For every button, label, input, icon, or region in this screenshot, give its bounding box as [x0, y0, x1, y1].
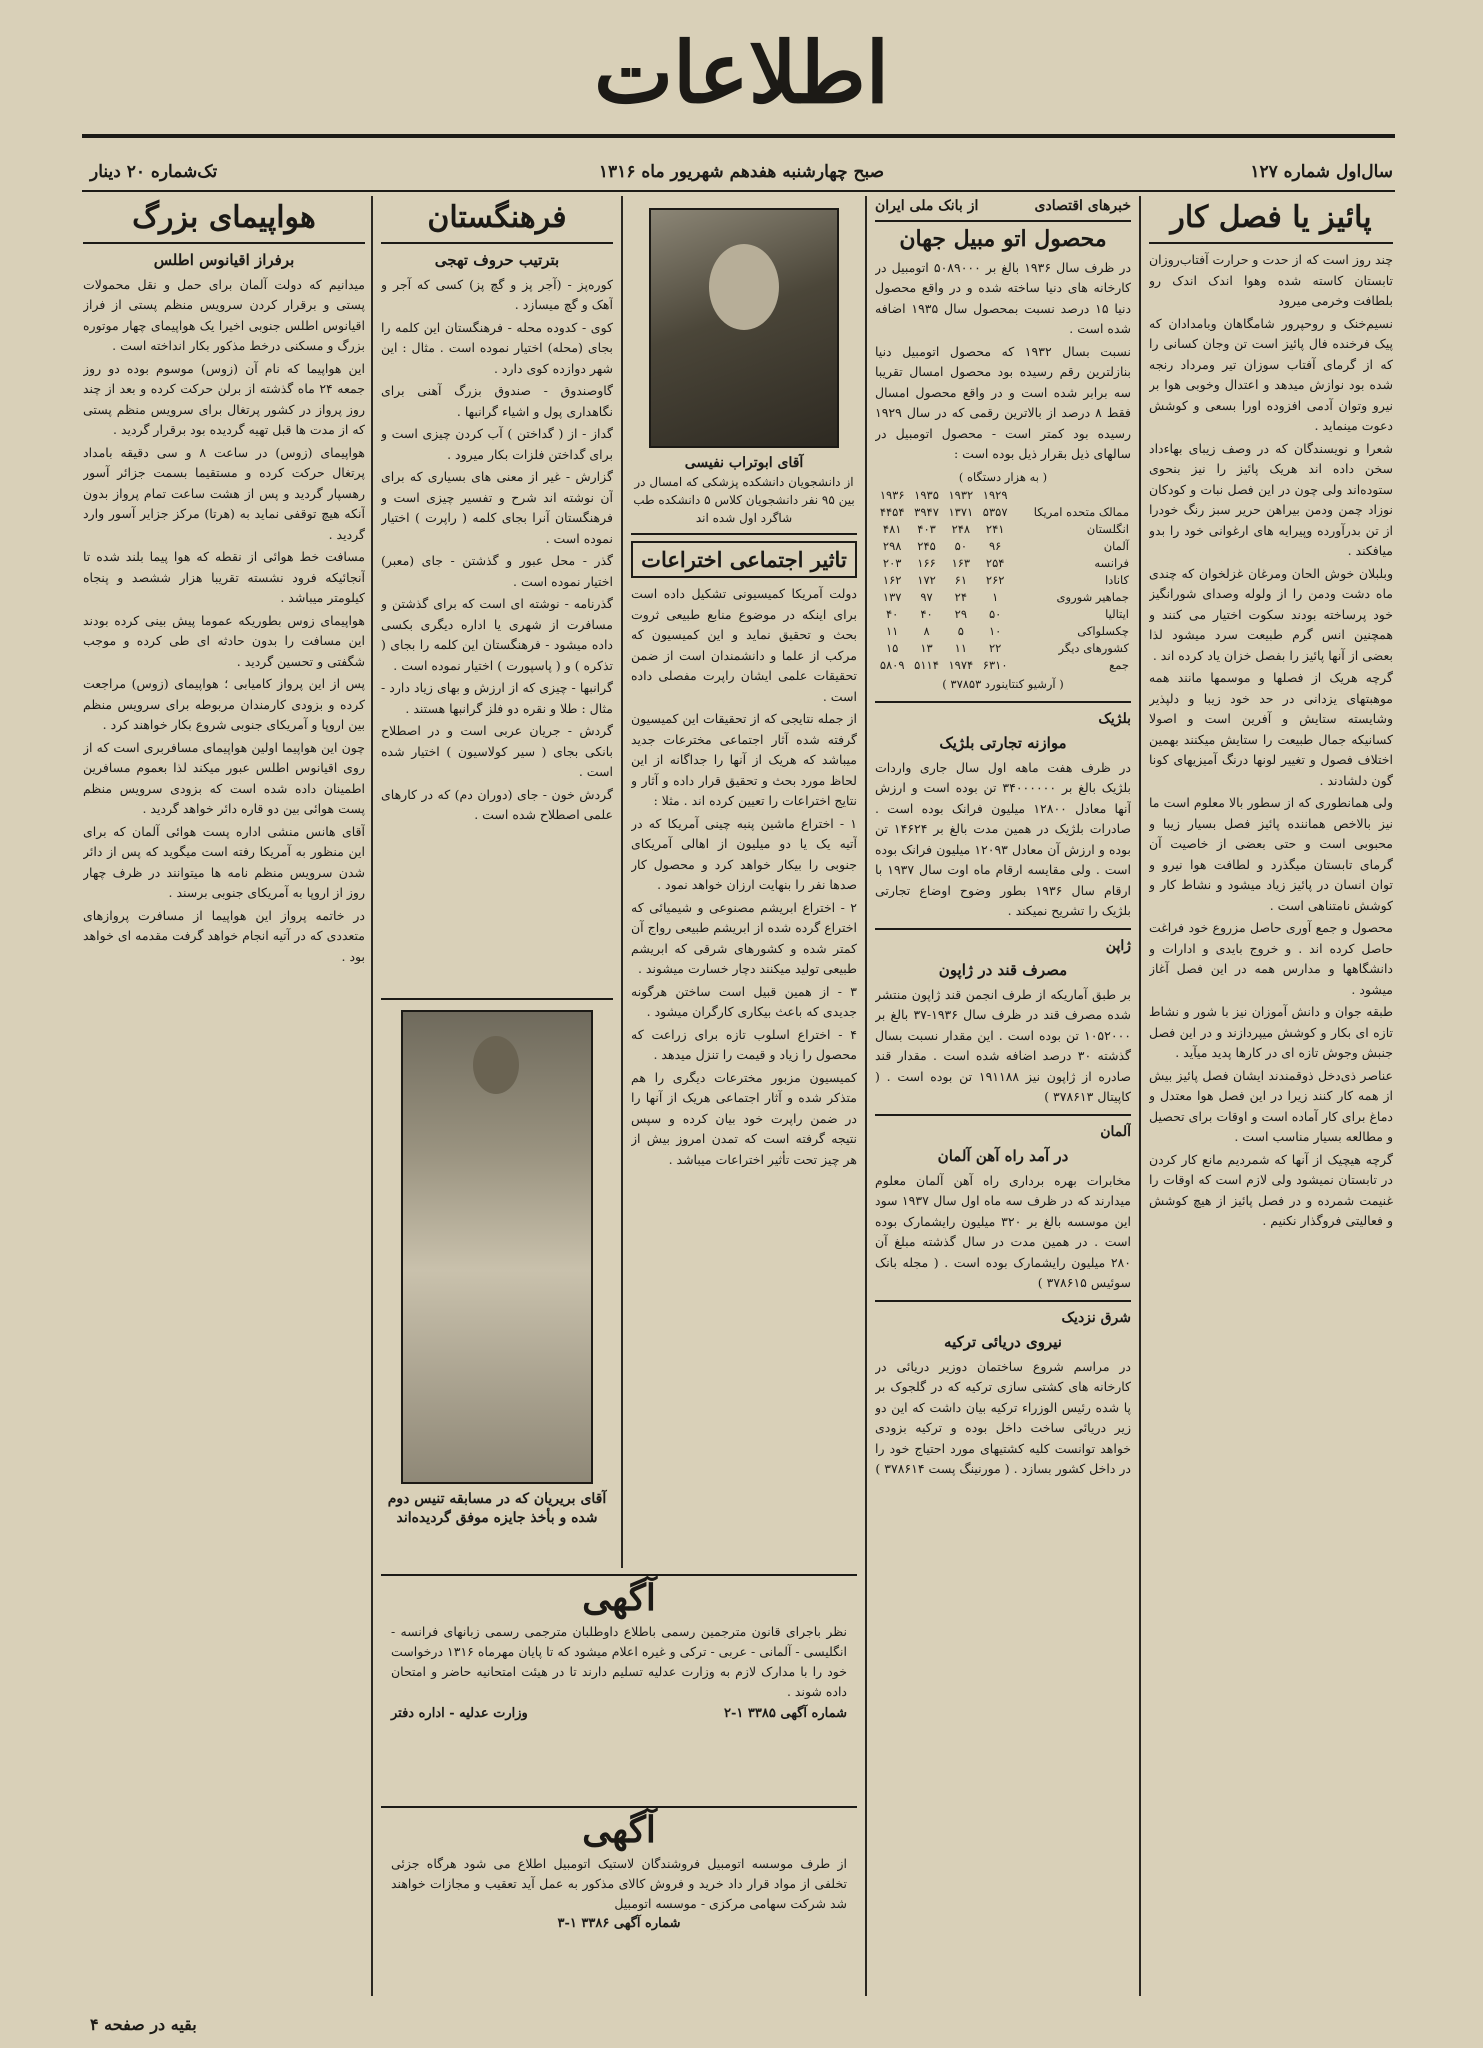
column-airplane	[83, 196, 365, 1996]
car-production-title: محصول اتو مبیل جهان	[899, 225, 1107, 252]
masthead-title: اطلاعات	[593, 23, 890, 122]
farhangestan-subtitle: بترتیب حروف تهجی	[434, 251, 560, 269]
table-cell: ۱۹۷۴	[948, 658, 974, 673]
table-cell: ۱۱	[954, 641, 968, 656]
ad-footer	[391, 1706, 847, 1721]
car-production-intro: نسبت بسال ۱۹۳۲ که محصول اتومبیل دنیا بنازلترین رقم رسیده بود محصول امسال تقریبا سه برابر شده است و در واقع محصول امسال فقط ۸ درصد از بالاترین رقمی که در سال ۱۹۲۹ رسیده بود کمتر است - محصول اتومبیل در سالهای ذیل بقرار ذیل بوده است :	[875, 343, 1131, 462]
airplane-paragraph: هواپیمای (زوس) در ساعت ۸ و سی دقیقه بامداد پرتغال حرکت کرده و مستقیما بسمت جزائر آسور رهسپار گردید و پس از هشت ساعت تمام پرواز بدون آنکه هیچ توقفی نماید به (هرتا) مرکز جزایر آسور وارد گردید .	[83, 444, 365, 542]
ad-title: آگهی	[582, 1809, 656, 1851]
autumn-paragraph: نسیم‌خنک و روحپرور شامگاهان وبامدادان که پیک فرخنده فال پائیز است تن وجان کسانی را که از گرمای آفتاب سوزان تیر ومرداد رنجه شده بود نوازش میدهد و اعتدال وخوبی هوا بر نیرو وتوان آدمی افزوده اورا بسعی و کوشش دعوت مینماید .	[1149, 315, 1393, 433]
continued-note: بقیه در صفحه ۴	[90, 2015, 197, 2034]
table-cell: فرانسه	[1094, 556, 1129, 571]
autumn-paragraph: عناصر ذی‌دخل ذوقمندند ایشان فصل پائیز بیش از همه کار کنند زیرا در این فصل هوا معتدل و دماغ برای کار آماده است و اوقات برای تحصیل و مطالعه بسیار مناسب است .	[1149, 1067, 1393, 1144]
glossary-entry: گاوصندوق - صندوق بزرگ آهنی برای نگاهداری پول و اشیاء گرانبها .	[381, 383, 613, 419]
table-cell: ۴۴۵۴	[879, 505, 905, 520]
glossary-entry: گزارش - غیر از معنی های بسیاری که برای آن نوشته اند شرح و تفسیر چیزی است و فرهنگستان آنرا بجای کلمه ( راپرت ) اختیار نموده است .	[381, 469, 613, 546]
table-cell: کشورهای دیگر	[1058, 641, 1129, 656]
table-cell: ۱۱	[886, 624, 899, 639]
airplane-paragraph: مسافت خط هوائی از نقطه که هوا پیما بلند شده تا آنجائیکه فرود نشسته تقریبا هزار ششصد و پنجاه کیلومتر میباشد .	[83, 549, 365, 605]
issue-price: تک‌شماره ۲۰ دینار	[90, 162, 218, 182]
section-label-belgium: بلژیک	[1098, 710, 1131, 727]
economic-header	[875, 196, 1131, 222]
table-cell: چکسلواکی	[1077, 624, 1129, 639]
autumn-paragraph: ولی همانطوری که از سطور بالا معلوم است ما نیز بالاخص هماننده پائیز فصل بسیار زیبا و محبوبی است و حتی بعضی از خاصیت آن گرمای تابستان میگذرد و لطافت هوا نیرو و توان انسان در پائیز زیاد میشود و نشاط کار و کوشش نامتناهی است .	[1149, 795, 1393, 913]
section-divider	[875, 701, 1131, 703]
autumn-title: پائیز یا فصل کار	[1149, 200, 1393, 244]
section-label-germany: آلمان	[1100, 1123, 1131, 1140]
column-autumn	[1149, 196, 1393, 1996]
table-cell: ۵۰	[988, 607, 1002, 622]
table-source: ( آرشیو کنتاینورد ۳۷۸۵۳ )	[942, 677, 1064, 692]
table-cell: ۱۷۲	[917, 573, 936, 588]
autumn-paragraph: گرچه هیچیک از آنها که شمردیم مانع کار کردن در تابستان نمیشود ولی لازم است که اوقات را غنیمت شمرده و در فصل پائیز از هیچ کوشش و فعالیتی فروگذار نکنیم .	[1149, 1151, 1393, 1228]
airplane-paragraph: هواپیمای زوس بطوریکه عموما پیش بینی کرده بودند این مسافت را بدون حادثه ای طی کرده و موجب شگفتی و تحسین گردید .	[83, 612, 365, 669]
tennis-photo-block	[381, 998, 613, 1558]
dateline	[90, 158, 1393, 188]
glossary-entry: گذر - محل عبور و گذشتن - جای (معبر) اختیار نموده است .	[381, 553, 613, 589]
table-cell: ۵۳۵۷	[982, 505, 1008, 520]
economic-header-label: خبرهای اقتصادی	[1034, 198, 1131, 214]
section-label-japan: ژاپن	[1105, 937, 1131, 954]
column-divider	[1139, 196, 1141, 1996]
table-header-cell: ۱۹۳۵	[914, 488, 939, 503]
autumn-paragraph: گرچه هریک از فصلها و موسمها مانند همه موهبتهای یزدانی در حد خود زیبا و دلپذیر وشایسته ستایش و آفرین است و اصولا کسانیکه جمال طبیعت را ستایش میکنند بهمین اختلاف فصول و تغییر لونها درنگ آمیزیهای کونا گون دلشادند .	[1149, 670, 1393, 788]
table-cell: ۱۰	[988, 624, 1002, 639]
section-label-near-east: شرق نزدیک	[1061, 1309, 1131, 1326]
table-cell: ۲۴۱	[985, 522, 1005, 537]
table-cell: ۲۴	[954, 590, 968, 605]
glossary-entry: گداز - از ( گداختن ) آب کردن چیزی است و برای گداختن فلزات بکار میرود .	[381, 426, 613, 462]
airplane-paragraph: پس از این پرواز کامیابی ؛ هواپیمای (زوس) مراجعت کرده و بزودی کارمندان مربوطه برای سرویس منظم بین اروپا و آمریکای جنوبی شروع بکار خواهند کرد .	[83, 676, 365, 732]
table-cell: ۴۸۱	[882, 522, 902, 537]
autumn-paragraph: محصول و جمع آوری حاصل مزروع خود فراغت حاصل کرده اند . و خروج بایدی و ادارات و دانشگاهها و مدارس همه در این فصل آغاز میشود .	[1149, 920, 1393, 997]
table-cell: ۸	[923, 624, 930, 639]
ad-text: نظر باجرای قانون مترجمین رسمی باطلاع داوطلبان مترجمی رسمی زبانهای فرانسه - انگلیسی - آلمانی - عربی - ترکی و غیره اعلام میشود که تا پایان مهرماه ۱۳۱۶ درخواست خود را با مدارک لازم به وزارت عدلیه تسلیم دارند تا در هیئت امتحانیه حاضر و امتحان داده شوند .	[391, 1624, 847, 1699]
car-production-table	[875, 487, 1131, 674]
table-cell: ۲۹	[954, 607, 968, 622]
photo-caption-name: آقای ابوتراب نفیسی	[684, 455, 804, 471]
table-row	[875, 640, 1131, 657]
table-header-cell: ۱۹۳۲	[948, 488, 974, 503]
table-cell: ۱۶۶	[917, 556, 936, 571]
table-cell: انگلستان	[1086, 522, 1129, 537]
inventions-paragraph: ۴ - اختراع اسلوب تازه برای زراعت که محصول را زیاد و قیمت را تنزل میدهد .	[631, 1026, 857, 1063]
inventions-paragraph: دولت آمریکا کمیسیونی تشکیل داده است برای اینکه در موضوع منابع طبیعی ثروت بحث و تحقیق نماید و این کمیسیون که مرکب از علما و دانشمندان است از ضمن تحقیقات علمی ایشان راپرت مفصلی داده است .	[631, 586, 857, 704]
table-cell: ۱۶۳	[951, 556, 971, 571]
table-cell: ۲۲	[988, 641, 1002, 656]
table-cell: ۵	[957, 624, 964, 639]
table-cell: ۳۹۴۷	[914, 505, 939, 520]
airplane-paragraph: این هواپیما که نام آن (زوس) موسوم بوده دو روز جمعه ۲۴ ماه گذشته از برلن حرکت کرده و بعد از چند روز پرواز در کشور پرتغال برای سرویس منظم پستی که از مدت ها قبل تهیه گردیده بود برقرار گردید .	[83, 360, 365, 437]
table-cell: ۴۰	[920, 607, 933, 622]
inventions-title: تاثیر اجتماعی اختراعات	[631, 541, 857, 578]
economic-header-source: از بانک ملی ایران	[875, 198, 979, 214]
glossary-entry: کوی - کدوده ‌محله - فرهنگستان این کلمه را بجای (محله) اختیار نموده است . مثال : این شهر دوازده کوی دارد .	[381, 319, 613, 376]
table-row	[875, 504, 1131, 521]
table-cell: جماهیر شوروی	[1056, 590, 1129, 605]
germany-text: مخابرات بهره برداری راه آهن آلمان معلوم میدارند که در ظرف سه ماه اول سال ۱۹۳۷ سود این موسسه بالغ بر ۳۲۰ میلیون رایشمارک بوده است . در همین مدت در سال گذشته مبلغ آن ۲۸۰ میلیون رایشمارک بوده است . ( مجله بانک سوئیس ۳۷۸۶۱۵ )	[875, 1172, 1131, 1291]
table-cell: ۵۱۱۴	[914, 658, 939, 673]
column-divider	[371, 196, 373, 1996]
dateline-rule	[82, 190, 1395, 192]
airplane-paragraph: میدانیم که دولت آلمان برای حمل و نقل محمولات پستی و برقرار کردن سرویس منظم پستی از فراز اقیانوس اطلس جنوبی اخیرا یک هواپیمای چهار موتوره بزرگ و مسکنی درخط مذکور بکار انداخته است .	[83, 276, 365, 353]
ad-automobile	[381, 1806, 857, 1994]
issue-date: صبح چهارشنبه هفدهم شهریور ماه ۱۳۱۶	[598, 162, 885, 182]
japan-text: بر طبق آماریکه از طرف انجمن قند ژاپون منتشر شده مصرف قند در ظرف سال ۱۹۳۶-۳۷ بالغ بر ۱۰۵۲۰۰۰ تن بوده است . این مقدار نسبت بسال گذشته ۳۰ درصد اضافه شده است . مقدار قند صادره از ژاپون نیز ۱۹۱۱۸۸ تن بوده است . ( کاپیتال ۳۷۸۶۱۳ )	[875, 986, 1131, 1105]
table-cell: ۱۳	[920, 641, 933, 656]
turkey-navy-text: در مراسم شروع ساختمان دوزیر دریائی در کارخانه های کشتی سازی ترکیه که در گلجوک بر پا شده رئیس الوزراء ترکیه بیان داشت که این دو زیر دریائی ساخت داخل بوده و ترکیه بزودی خواهد توانست کلیه کشتیهای مورد احتیاج خود را در داخل کشور بسازد . ( مورنینگ پست ۳۷۸۶۱۴ )	[875, 1358, 1131, 1477]
issue-number: سال‌اول شماره ۱۲۷	[1250, 162, 1393, 182]
japan-title: مصرف قند در ژاپون	[938, 961, 1068, 980]
table-cell: ۲۵۴	[985, 556, 1005, 571]
table-cell: ممالک متحده امریکا	[1033, 505, 1129, 520]
table-header-cell	[1012, 487, 1131, 504]
table-cell: ۵۰	[954, 539, 968, 554]
belgium-title: موازنه تجارتی بلژیک	[939, 734, 1067, 753]
ad-number: شماره آگهی ۳۳۸۶ ۱-۳	[557, 1916, 681, 1931]
table-cell: جمع	[1109, 658, 1129, 673]
airplane-paragraph: آقای هانس منشی اداره پست هوائی آلمان که برای این منظور به آمریکا رفته است میگوید که پس از دائر شدن سرویس منظم نامه ها میتوانند در ظرف چهار روز از اروپا به آمریکای جنوبی برسند .	[83, 823, 365, 900]
table-cell: ۹۶	[988, 539, 1002, 554]
inventions-paragraph: کمیسیون مزبور مخترعات دیگری را هم متذکر شده و آثار اجتماعی هریک از آنها را در ضمن راپرت خود بیان کرده و سپس نتیجه گرفته است که تمدن امروز بیش از هر چیز تحت تأثیر اختراعات میباشد .	[631, 1069, 857, 1167]
column-inventions	[631, 196, 857, 1568]
autumn-paragraph: چند روز است که از حدت و حرارت آفتاب‌روزان تابستان کاسته شده وهوا اندک اندک رو بلطافت وخرمی میرود	[1149, 252, 1393, 308]
glossary-entry: گردش خون - جای (دوران دم) که در کارهای علمی اصطلاح شده است .	[381, 786, 613, 822]
airplane-title: هواپیمای بزرگ	[83, 200, 365, 244]
ad-text: از طرف موسسه اتومبیل فروشندگان لاستیک اتومبیل اطلاع می شود هرگاه جزئی تخلفی از مواد قرار داد خرید و فروش کالای مذکور به عمل آید تعقیب و مجازات خواهند شد شرکت سهامی مرکزی - موسسه اتومبیل	[391, 1856, 847, 1911]
autumn-paragraph: طبقه جوان و دانش آموزان نیز با شور و نشاط تازه ای بکار و کوشش میپردازند و در این فصل جنبش وجوش تازه ای در کارها پدید میآید .	[1149, 1004, 1393, 1060]
column-divider	[865, 196, 867, 1996]
table-row	[875, 589, 1131, 606]
table-cell: ۴۰۳	[917, 522, 936, 537]
table-row	[875, 521, 1131, 538]
glossary-entry: گذرنامه - نوشته ای است که برای گذشتن و مسافرت از شهری یا اداره دیگری بکسی داده میشود - فرهنگستان این کلمه را بجای ( تذکره ) و ( پاسپورت ) اختیار نموده است .	[381, 596, 613, 673]
photo-naficy	[649, 208, 839, 448]
table-cell: ۱۳۷۱	[948, 505, 974, 520]
table-cell: ۶۱	[954, 573, 968, 588]
table-cell: ۱۶۲	[882, 573, 902, 588]
column-economic-news	[875, 196, 1131, 1996]
turkey-navy-title: نیروی دریائی ترکیه	[944, 1333, 1062, 1352]
portrait-face	[709, 244, 779, 330]
glossary-entry: کوره‌پز - (آجر پز و گچ پز) کسی که آجر و آهک و گچ میسازد .	[381, 276, 613, 312]
ad-number: شماره آگهی ۳۳۸۵ ۱-۲	[724, 1706, 847, 1721]
table-row	[875, 623, 1131, 640]
germany-title: در آمد راه آهن آلمان	[937, 1147, 1069, 1166]
table-header-cell: ۱۹۳۶	[879, 488, 905, 503]
ad-title: آگهی	[582, 1577, 656, 1619]
inventions-paragraph: ۳ - از همین قبیل است ساختن هرگونه جدیدی که باعث بیکاری کارگران میشود .	[631, 983, 857, 1020]
table-cell: ۲۴۸	[951, 522, 971, 537]
table-cell: ۲۶۲	[985, 573, 1005, 588]
table-cell: ۱	[992, 590, 999, 605]
table-cell: آلمان	[1103, 539, 1129, 554]
table-cell: ایتالیا	[1105, 607, 1129, 622]
section-divider	[381, 998, 613, 1000]
airplane-paragraph: در خاتمه پرواز این هواپیما از مسافرت پروازهای متعددی که در آتیه انجام خواهد گرفت مقدمه ای خواهد بود .	[83, 907, 365, 964]
table-cell: ۲۹۸	[882, 539, 902, 554]
tennis-photo-caption: آقای بریریان که در مسابقه تنیس دوم شده و بأخذ جایزه موفق گردیده‌اند	[387, 1491, 607, 1526]
table-cell: ۶۳۱۰	[982, 658, 1008, 673]
farhangestan-title: فرهنگستان	[381, 200, 613, 244]
top-rule	[82, 134, 1395, 138]
section-divider	[875, 1114, 1131, 1116]
table-row	[875, 657, 1131, 674]
car-production-intro: در ظرف سال ۱۹۳۶ بالغ بر ۵۰۸۹۰۰۰ اتومبیل در کارخانه های دنیا ساخته شده و در واقع محصول دنیا ۱۵ درصد نسبت بمحصول سال ۱۹۳۵ اضافه شده است .	[875, 259, 1131, 337]
photo-tennis-player	[401, 1010, 593, 1484]
airplane-subtitle: برفراز اقیانوس اطلس	[153, 251, 295, 269]
table-row	[875, 572, 1131, 589]
ad-organization: وزارت عدلیه - اداره دفتر	[391, 1706, 528, 1721]
table-cell: ۲۴۵	[917, 539, 936, 554]
inventions-paragraph: ۱ - اختراع ماشین پنبه چینی آمریکا که در آتیه یک یا دو میلیون از اهالی آمریکای جنوبی را بیکار خواهد کرد و محصول کار صدها نفر را بنهایت ارزان خواهد نمود .	[631, 815, 857, 893]
section-divider	[631, 533, 857, 535]
column-divider	[621, 196, 623, 1568]
autumn-paragraph: وبلبلان خوش الحان ومرغان غزلخوان که چندی ماه دشت ودمن را از ولوله وصدای شورانگیز خود پرساخته بودند سکوت اختیار می کنند و همچنین انس گرم طبیعت سرد میشود لذا بعضی از آنها پائیز را بفصل خزان یاد کرده اند .	[1149, 565, 1393, 663]
glossary-entry: گردش - جریان عربی است و در اصطلاح بانکی بجای ( سیر کولاسیون ) اختیار شده است .	[381, 723, 613, 779]
inventions-paragraph: از جمله نتایجی که از تحقیقات این کمیسیون گرفته شده آثار اجتماعی مخترعات جدید میباشد که هریک از آنها را جداگانه از این لحاظ مورد بحث و تحقیق قرار داده و آثار و نتایج اختراعات را تعیین کرده اند . مثلا :	[631, 711, 857, 809]
table-cell: ۱۳۷	[882, 590, 902, 605]
table-cell: ۲۰۳	[882, 556, 902, 571]
glossary-entry: گرانبها - چیزی که از ارزش و بهای زیاد دارد - مثال : طلا و نقره دو فلز گرانبها هستند .	[381, 680, 613, 716]
section-divider	[875, 928, 1131, 930]
table-row	[875, 538, 1131, 555]
photo-caption-detail: از دانشجویان دانشکده پزشکی که امسال در بین ۹۵ نفر دانشجویان کلاس ۵ دانشکده طب شاگرد اول شده اند	[633, 475, 855, 525]
table-unit: ( به هزار دستگاه )	[958, 469, 1048, 484]
table-cell: ۵۸۰۹	[879, 658, 905, 673]
table-row	[875, 606, 1131, 623]
table-cell: ۱۵	[886, 641, 899, 656]
portrait-face	[473, 1036, 519, 1094]
table-row	[875, 555, 1131, 572]
ad-ministry-justice	[381, 1574, 857, 1808]
autumn-paragraph: شعرا و نویسندگان که در وصف زیبای بهاءداد سخن داده اند هریک پائیز را نیز بنحوی ستوده‌اند ولی چون در این فصل نبات و کودکان نوزاد چمن ودمن بیراهن حریر سبز رنگ خودرا از تن بدرآورده وپیرایه های ارغوانی خود را بدو میافکند .	[1149, 440, 1393, 558]
belgium-text: در ظرف هفت ماهه اول سال جاری واردات بلژیک بالغ بر ۳۴۰۰۰۰۰۰ تن بوده است و ارزش آنها معادل ۱۲۸۰۰ میلیون فرانک بوده است . صادرات بلژیک در همین مدت بالغ بر ۱۴۶۲۴ تن بوده و ارزش آن معادل ۱۲۰۹۳ میلیون فرانک بوده است . ولی مقایسه ارقام ماه اوت سال ۱۹۳۷ با ارقام سال ۱۹۳۶ بطور وضوح اوضاع تجارتی بلژیک را تشریح نمیکند .	[875, 759, 1131, 919]
table-cell: ۹۷	[920, 590, 933, 605]
table-cell: کانادا	[1105, 573, 1129, 588]
inventions-paragraph: ۲ - اختراع ابریشم مصنوعی و شیمیائی که اختراع گرده شده از ابریشم طبیعی رواج آن کمتر شده و کشورهای شرقی که ابریشم طبیعی تولید میکنند دچار خسارت میشوند .	[631, 899, 857, 977]
airplane-paragraph: چون این هواپیما اولین هواپیمای مسافربری است که از روی اقیانوس اطلس عبور میکند لذا بعموم مسافرین اطمینان داده شده است که بزودی سرویس منظم پست هوائی بین دو قاره دائر خواهد گردید .	[83, 739, 365, 816]
table-cell: ۴۰	[886, 607, 899, 622]
section-divider	[875, 1300, 1131, 1302]
table-header-cell: ۱۹۲۹	[982, 488, 1008, 503]
table-header-row	[875, 487, 1131, 504]
